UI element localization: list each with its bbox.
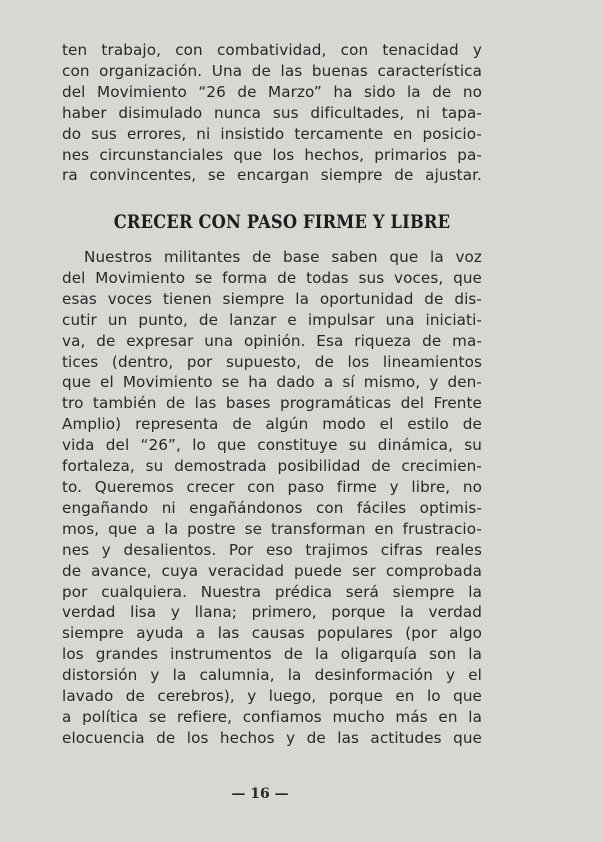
text-line: tro también de las bases programáticas del Frente	[62, 394, 482, 413]
text-line: los grandes instrumentos de la oligarquía son la	[62, 645, 482, 664]
text-line: por cualquiera. Nuestra prédica será siempre la	[62, 582, 482, 601]
text-line: to. Queremos crecer con paso firme y libre, no	[62, 477, 482, 496]
text-line: elocuencia de los hechos y de las actitudes que	[62, 728, 482, 747]
text-line: Amplio) representa de algún modo el estilo de	[62, 415, 482, 434]
text-line: con organización. Una de las buenas característica	[62, 61, 482, 80]
text-line: esas voces tienen siempre la oportunidad de dis-	[62, 289, 482, 308]
text-line: distorsión y la calumnia, la desinformación y el	[62, 666, 482, 685]
text-line: de avance, cuya veracidad puede ser comprobada	[62, 561, 482, 580]
text-line: del Movimiento “26 de Marzo” ha sido la de no	[62, 82, 482, 101]
text-line: do sus errores, ni insistido tercamente en posicio-	[62, 124, 482, 143]
text-line: a política se refiere, confiamos mucho más en la	[62, 707, 482, 726]
text-line: engañando ni engañándonos con fáciles optimis-	[62, 498, 482, 517]
text-line: del Movimiento se forma de todas sus voces, que	[62, 268, 482, 287]
text-line: ra convincentes, se encargan siempre de ajustar.	[62, 166, 482, 185]
text-line: nes y desalientos. Por eso trajimos cifras reales	[62, 540, 482, 559]
text-line: tices (dentro, por supuesto, de los lineamientos	[62, 352, 482, 371]
text-line: haber disimulado nunca sus dificultades, ni tapa-	[62, 103, 482, 122]
text-line: va, de expresar una opinión. Esa riqueza de ma-	[62, 331, 482, 350]
text-line: nes circunstanciales que los hechos, primarios pa-	[62, 145, 482, 164]
text-line: verdad lisa y llana; primero, porque la verdad	[62, 603, 482, 622]
text-line: Nuestros militantes de base saben que la voz	[84, 248, 482, 266]
text-line: siempre ayuda a las causas populares (por algo	[62, 624, 482, 643]
page-number: — 16 —	[231, 786, 289, 802]
text-line: lavado de cerebros), y luego, porque en lo que	[62, 687, 482, 706]
text-line: fortaleza, su demostrada posibilidad de crecimien-	[62, 457, 482, 476]
text-line: ten trabajo, con combatividad, con tenacidad y	[62, 41, 482, 59]
top-paragraph	[62, 40, 482, 186]
text-line: mos, que a la postre se transforman en frustracio-	[62, 519, 482, 538]
text-line: cutir un punto, de lanzar e impulsar una iniciati-	[62, 310, 482, 329]
main-paragraph	[62, 247, 482, 749]
section-heading: CRECER CON PASO FIRME Y LIBRE	[113, 212, 451, 233]
text-line: vida del “26”, lo que constituye su dinámica, su	[62, 436, 482, 455]
text-line: que el Movimiento se ha dado a sí mismo, y den-	[62, 373, 482, 392]
